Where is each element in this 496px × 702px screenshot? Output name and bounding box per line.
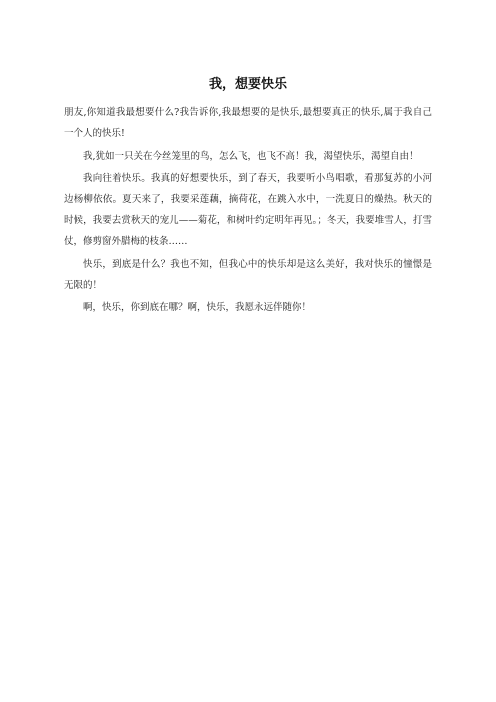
document-body xyxy=(64,102,432,320)
document-title: 我，想要快乐 xyxy=(208,77,287,92)
paragraph-4: 快乐，到底是什么？我也不知，但我心中的快乐却是这么美好，我对快乐的憧憬是无限的！ xyxy=(64,258,432,291)
paragraph-1: 朋友,你知道我最想要什么?我告诉你,我最想要的是快乐,最想要真正的快乐,属于我自己一个人的快乐! xyxy=(64,107,432,139)
paragraph-2: 我,犹如一只关在今丝笼里的鸟，怎么飞，也飞不高！我，渴望快乐，渴望自由！ xyxy=(83,150,419,162)
paragraph-5: 啊，快乐，你到底在哪？啊，快乐，我愿永远伴随你！ xyxy=(83,302,312,313)
paragraph-3: 我向往着快乐。我真的好想要快乐，到了春天，我要听小鸟唱歌，看那复苏的小河边杨柳依依。夏天来了，我要采莲藕，摘荷花，在跳入水中，一洗夏日的燥热。秋天的时候，我要去赏秋天的宠儿——菊花，和树叶约定明年再见。；冬天，我要堆雪人，打雪仗，修剪窗外腊梅的枝条…… xyxy=(64,173,432,247)
